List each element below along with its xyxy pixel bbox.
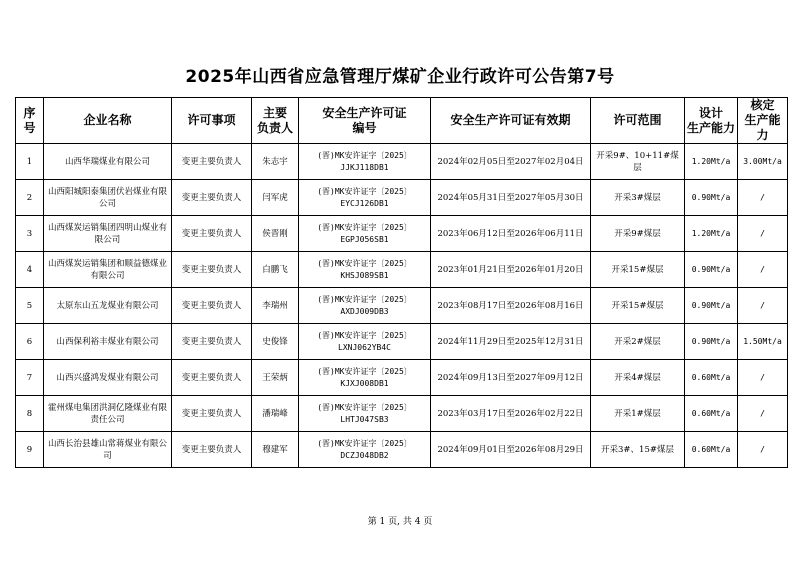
cell-scope: 开采3#煤层 <box>591 180 685 216</box>
cell-person: 穆建军 <box>252 432 299 468</box>
cert-number: LXNJ062YB4C <box>338 342 391 352</box>
cell-design: 0.90Mt/a <box>685 288 738 324</box>
cell-approved: 3.00Mt/a <box>738 144 788 180</box>
cell-company: 山西阳城阳泰集团伏岩煤业有限公司 <box>44 180 172 216</box>
cell-company: 山西兴盛鸿发煤业有限公司 <box>44 360 172 396</box>
cert-prefix: (晋)MK安许证字〔2025〕 <box>317 330 412 340</box>
cell-scope: 开采15#煤层 <box>591 288 685 324</box>
table-row <box>16 432 788 468</box>
header-seq: 序 号 <box>16 98 44 144</box>
cell-design: 0.60Mt/a <box>685 360 738 396</box>
header-company: 企业名称 <box>44 98 172 144</box>
cell-cert <box>299 360 431 396</box>
cell-scope: 开采15#煤层 <box>591 252 685 288</box>
cell-design: 0.90Mt/a <box>685 252 738 288</box>
cell-seq: 7 <box>16 360 44 396</box>
cell-scope: 开采3#、15#煤层 <box>591 432 685 468</box>
cell-company: 山西煤炭运销集团和顺益德煤业有限公司 <box>44 252 172 288</box>
cert-prefix: (晋)MK安许证字〔2025〕 <box>317 294 412 304</box>
cell-company: 霍州煤电集团洪洞亿隆煤业有限责任公司 <box>44 396 172 432</box>
cell-seq: 6 <box>16 324 44 360</box>
cert-number: LHTJ047SB3 <box>340 414 389 424</box>
cell-design: 0.60Mt/a <box>685 432 738 468</box>
header-cert: 安全生产许可证 编号 <box>299 98 431 144</box>
cell-approved: 1.50Mt/a <box>738 324 788 360</box>
cell-item: 变更主要负责人 <box>172 252 252 288</box>
cell-approved: / <box>738 360 788 396</box>
cell-design: 0.60Mt/a <box>685 396 738 432</box>
cell-approved: / <box>738 252 788 288</box>
cell-valid: 2023年01月21日至2026年01月20日 <box>431 252 591 288</box>
cell-valid: 2023年06月12日至2026年06月11日 <box>431 216 591 252</box>
cell-item: 变更主要负责人 <box>172 180 252 216</box>
cell-seq: 1 <box>16 144 44 180</box>
cell-approved: / <box>738 432 788 468</box>
cell-item: 变更主要负责人 <box>172 288 252 324</box>
cell-company: 山西华瑞煤业有限公司 <box>44 144 172 180</box>
cell-seq: 3 <box>16 216 44 252</box>
document-title: 2025年山西省应急管理厅煤矿企业行政许可公告第7号 <box>185 67 615 87</box>
table-row <box>16 288 788 324</box>
cell-seq: 8 <box>16 396 44 432</box>
cell-person: 白鹏飞 <box>252 252 299 288</box>
cell-valid: 2024年05月31日至2027年05月30日 <box>431 180 591 216</box>
cert-prefix: (晋)MK安许证字〔2025〕 <box>317 402 412 412</box>
cell-person: 闫军虎 <box>252 180 299 216</box>
table-header-row <box>16 98 788 144</box>
cell-person: 潘瑞峰 <box>252 396 299 432</box>
cell-item: 变更主要负责人 <box>172 360 252 396</box>
cell-valid: 2024年02月05日至2027年02月04日 <box>431 144 591 180</box>
cert-number: EGPJ056SB1 <box>340 234 389 244</box>
table-row <box>16 216 788 252</box>
cert-prefix: (晋)MK安许证字〔2025〕 <box>317 366 412 376</box>
cert-number: AXDJ009DB3 <box>340 306 389 316</box>
table-row <box>16 180 788 216</box>
header-person: 主要 负责人 <box>252 98 299 144</box>
cell-company: 山西保利裕丰煤业有限公司 <box>44 324 172 360</box>
cell-valid: 2024年11月29日至2025年12月31日 <box>431 324 591 360</box>
table-row <box>16 396 788 432</box>
cell-seq: 2 <box>16 180 44 216</box>
cert-prefix: (晋)MK安许证字〔2025〕 <box>317 150 412 160</box>
table-row <box>16 252 788 288</box>
cert-prefix: (晋)MK安许证字〔2025〕 <box>317 222 412 232</box>
header-valid: 安全生产许可证有效期 <box>431 98 591 144</box>
cert-prefix: (晋)MK安许证字〔2025〕 <box>317 186 412 196</box>
cell-design: 0.90Mt/a <box>685 180 738 216</box>
page-footer: 第 1 页, 共 4 页 <box>367 517 433 527</box>
cell-company: 山西煤炭运销集团四明山煤业有限公司 <box>44 216 172 252</box>
cell-cert <box>299 432 431 468</box>
cell-item: 变更主要负责人 <box>172 144 252 180</box>
cell-approved: / <box>738 396 788 432</box>
cert-number: JJKJ118DB1 <box>340 162 389 172</box>
cell-cert <box>299 180 431 216</box>
cell-cert <box>299 252 431 288</box>
cell-person: 侯晋刚 <box>252 216 299 252</box>
cell-item: 变更主要负责人 <box>172 396 252 432</box>
cell-cert <box>299 216 431 252</box>
table-row <box>16 360 788 396</box>
cell-seq: 9 <box>16 432 44 468</box>
cell-approved: / <box>738 180 788 216</box>
cell-item: 变更主要负责人 <box>172 324 252 360</box>
cell-item: 变更主要负责人 <box>172 432 252 468</box>
cell-scope: 开采4#煤层 <box>591 360 685 396</box>
header-scope: 许可范围 <box>591 98 685 144</box>
table-row <box>16 324 788 360</box>
cell-design: 1.20Mt/a <box>685 216 738 252</box>
cert-number: EYCJ126DB1 <box>340 198 389 208</box>
cell-person: 朱志宇 <box>252 144 299 180</box>
cert-prefix: (晋)MK安许证字〔2025〕 <box>317 258 412 268</box>
table-row <box>16 144 788 180</box>
cell-valid: 2023年03月17日至2026年02月22日 <box>431 396 591 432</box>
header-approved: 核定 生产能力 <box>738 98 788 144</box>
cell-scope: 开采2#煤层 <box>591 324 685 360</box>
cell-valid: 2024年09月13日至2027年09月12日 <box>431 360 591 396</box>
cell-company: 太原东山五龙煤业有限公司 <box>44 288 172 324</box>
cell-seq: 5 <box>16 288 44 324</box>
cell-valid: 2023年08月17日至2026年08月16日 <box>431 288 591 324</box>
cell-valid: 2024年09月01日至2026年08月29日 <box>431 432 591 468</box>
cell-item: 变更主要负责人 <box>172 216 252 252</box>
cell-scope: 开采9#、10+11#煤层 <box>591 144 685 180</box>
header-design: 设计 生产能力 <box>685 98 738 144</box>
cell-approved: / <box>738 288 788 324</box>
cell-cert <box>299 144 431 180</box>
cell-scope: 开采9#煤层 <box>591 216 685 252</box>
cell-seq: 4 <box>16 252 44 288</box>
cell-person: 李瑞州 <box>252 288 299 324</box>
cell-scope: 开采1#煤层 <box>591 396 685 432</box>
cell-cert <box>299 396 431 432</box>
cell-approved: / <box>738 216 788 252</box>
header-item: 许可事项 <box>172 98 252 144</box>
cell-design: 0.90Mt/a <box>685 324 738 360</box>
cert-prefix: (晋)MK安许证字〔2025〕 <box>317 438 412 448</box>
cert-number: KJXJ008DB1 <box>340 378 389 388</box>
license-table <box>15 97 788 468</box>
cert-number: DCZJ048DB2 <box>340 450 389 460</box>
cell-cert <box>299 288 431 324</box>
cell-person: 史俊锋 <box>252 324 299 360</box>
cell-design: 1.20Mt/a <box>685 144 738 180</box>
cell-company: 山西长治县雄山常蒋煤业有限公司 <box>44 432 172 468</box>
cell-person: 王荣炳 <box>252 360 299 396</box>
cell-cert <box>299 324 431 360</box>
cert-number: KHSJ089SB1 <box>340 270 389 280</box>
